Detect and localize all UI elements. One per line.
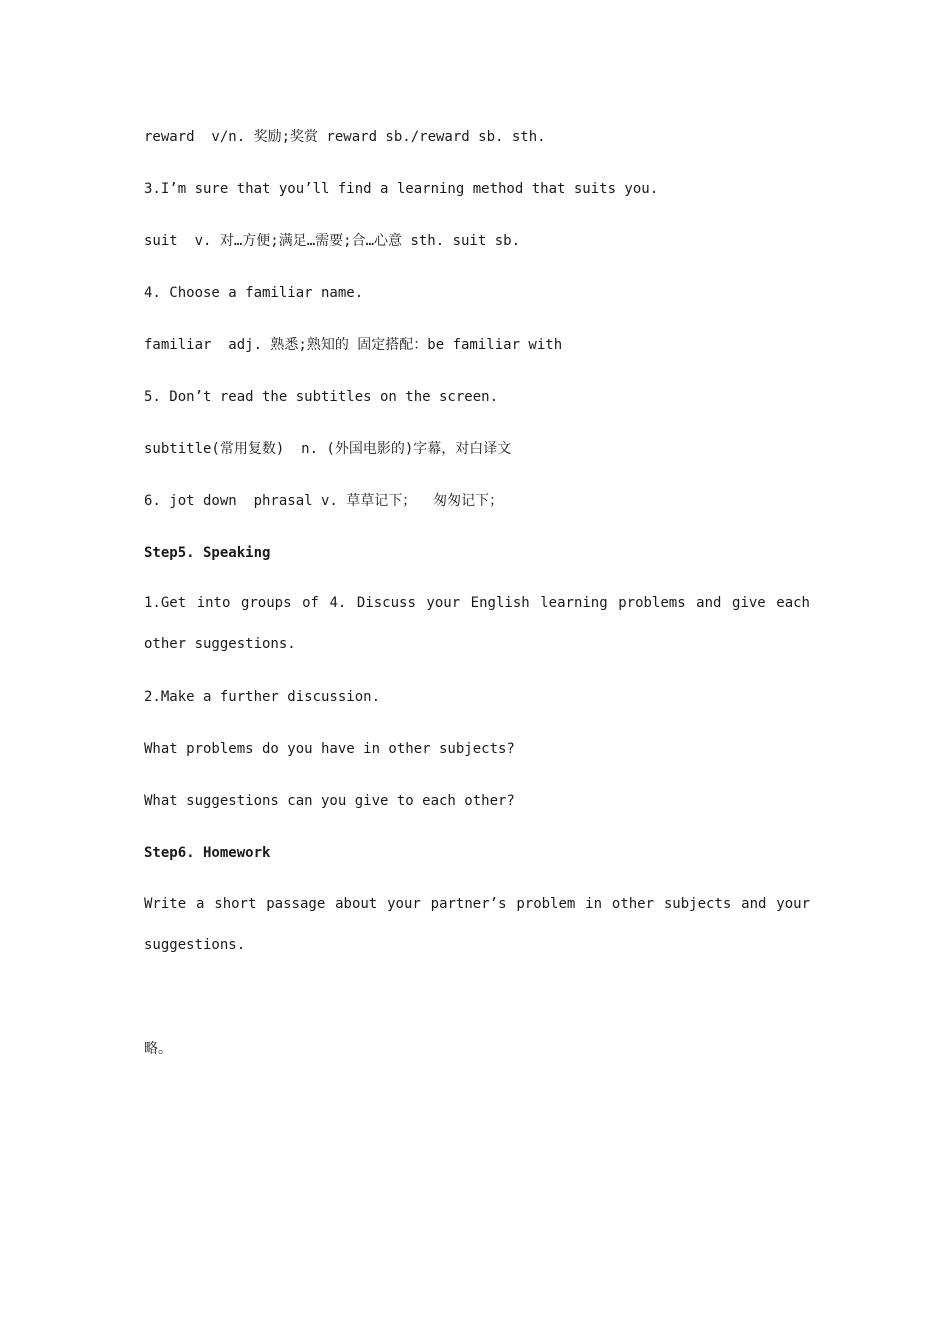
step5-item-1: 1.Get into groups of 4. Discuss your English learning problems and give each other suggestions. (144, 595, 819, 652)
step5-heading: Step5. Speaking (144, 545, 271, 561)
step5-item-2: 2.Make a further discussion. (144, 689, 381, 705)
step6-task: Write a short passage about your partner’s problem in other subjects and your suggestions. (144, 896, 819, 953)
step5-question-2: What suggestions can you give to each other? (144, 793, 515, 809)
vocab-suit: suit v. 对…方便;满足…需要;合…心意 sth. suit sb. (144, 233, 521, 249)
vocab-jot-down: 6. jot down phrasal v. 草草记下； 匆匆记下； (144, 493, 504, 509)
sentence-5: 5. Don’t read the subtitles on the screen. (144, 389, 499, 405)
vocab-reward: reward v/n. 奖励;奖赏 reward sb./reward sb. sth. (144, 129, 546, 145)
footer-note: 略。 (144, 1041, 172, 1057)
step5-question-1: What problems do you have in other subjects? (144, 741, 515, 757)
vocab-subtitle: subtitle(常用复数) n. (外国电影的)字幕，对白译文 (144, 441, 512, 457)
vocab-familiar: familiar adj. 熟悉;熟知的 固定搭配：be familiar with (144, 337, 563, 353)
sentence-3: 3.I’m sure that you’ll find a learning method that suits you. (144, 181, 659, 197)
sentence-4: 4. Choose a familiar name. (144, 285, 364, 301)
step6-heading: Step6. Homework (144, 845, 271, 861)
